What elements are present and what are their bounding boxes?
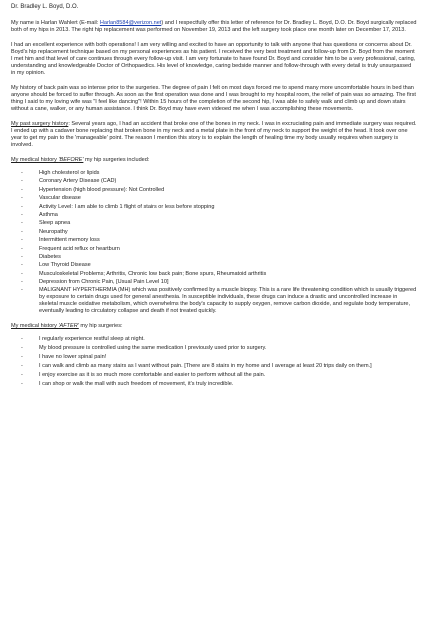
experience-paragraph: I had an excellent experience with both operations! I am very willing and excited to have an opportunity to talk with anyone that has questions or concerns about Dr. Boyd's hip replacement technique based on my personal experiences as his patient. I received the very best treatment and follow-up from Dr. Boyd from the moment I met him and that level of care continues through every follow-up visit. I am very fortunate to have found Dr. Boyd and consider him to be a very professional, caring, understanding and knowledgeable Doctor of Orthopaedics. His level of knowledge, caring bedside manner and follow-through with every detail is truly unsurpassed in my opinion.	[11, 42, 416, 76]
list-item: - Activity Level: I am able to climb 1 flight of stairs or less before stopping	[11, 204, 417, 211]
list-item: - High cholesterol or lipids	[11, 170, 417, 177]
after-title-prefix: My medical history	[11, 323, 59, 330]
after-title-emphasis: 'AFTER'	[58, 323, 79, 330]
list-item: - I have no lower spinal pain!	[11, 354, 417, 361]
list-item: - Sleep apnea	[11, 220, 417, 227]
list-item: - Musculoskeletal Problems; Arthritis, Chronic low back pain; Bone spurs, Rheumatoid arthritis	[11, 271, 417, 278]
past-surgery-text: : Several years ago, I had an accident that broke one of the bones in my neck. I was in excruciating pain and immediate surgery was required. I ended up with a cadaver bone replacing that broken bone in my neck and a metal plate in the front of my neck to support the weight of the head. It took over one year to get my pain to the 'manageable' point. The reason I mention this story is to explain the length of healing time my body usually requires when surgery is involved.	[11, 121, 417, 148]
intro-paragraph	[11, 20, 417, 34]
letter-heading: Dr. Bradley L. Boyd, D.O.	[11, 4, 79, 10]
email-link[interactable]: Harlan8584@verizon.net	[99, 20, 162, 26]
intro-text-end: ) and I respectfully offer this letter of reference for Dr. Bradley L. Boyd, D.O. Dr. Boyd surgically replaced both of my hips in 2013. The right hip replacement was performed on November 19, 2013 and the left surgery took place one month later on December 17, 2013.	[11, 20, 417, 33]
list-item: - My blood pressure is controlled using the same medication I previously used prior to surgery.	[11, 345, 417, 352]
before-title-suffix: my hip surgeries included:	[83, 157, 150, 163]
list-item: - Intermittent memory loss	[11, 237, 417, 244]
list-item: - Depression from Chronic Pain, [Usual Pain Level 10]	[11, 279, 417, 286]
list-item: - I regularly experience restful sleep at night.	[11, 336, 417, 343]
past-surgery-label: My past surgery history	[11, 121, 69, 127]
list-item: - Diabetes	[11, 254, 417, 261]
intro-text-start: My name is Harlan Wahlert (E-mail:	[11, 20, 100, 26]
list-item: - I enjoy exercise as it is so much more comfortable and easier to perform without all the pain.	[11, 372, 417, 379]
after-title-suffix: my hip surgeries:	[78, 323, 123, 330]
list-item: - I can walk and climb as many stairs as I want without pain. [There are 8 stairs in my home and I average at least 20 trips daily on them.]	[11, 363, 417, 370]
after-list-title	[11, 323, 417, 330]
back-pain-paragraph: My history of back pain was so intense prior to the surgeries. The degree of pain I felt on most days forced me to spend many more uncomfortable hours in bed than anyone should be forced to suffer through. As soon as the first operation was done and I was brought to my hospital room, the relief of pain was so amazing. The first thing I said to my loving wife was "I feel like dancing"! Within 15 hours of the completion of the second hip, I was able to safely walk and climb up and down stairs without a cane, walker, or any human assistance. I think Dr. Boyd may have even videoed me when I was accomplishing these movements.	[11, 85, 416, 112]
list-item: - Low Thyroid Disease	[11, 262, 417, 269]
after-history-list	[11, 336, 417, 388]
list-item: - Coronary Artery Disease (CAD)	[11, 178, 417, 185]
list-item: - Vascular disease	[11, 195, 417, 202]
past-surgery-paragraph	[11, 121, 417, 149]
list-item: - Frequent acid reflux or heartburn	[11, 246, 417, 253]
before-list-title	[11, 157, 417, 164]
list-item: - Asthma	[11, 212, 417, 219]
list-item: - I can shop or walk the mall with such freedom of movement, it's truly incredible.	[11, 381, 417, 388]
before-title-emphasis: 'BEFORE'	[58, 157, 84, 163]
before-title-prefix: My medical history	[11, 157, 59, 163]
before-history-list	[11, 170, 417, 315]
list-item: - Hypertension (high blood pressure): Not Controlled	[11, 187, 417, 194]
list-item: - MALIGNANT HYPERTHERMIA (MH) which was positively confirmed by a muscle biopsy. This is a rare life threatening condition which is usually triggered by exposure to certain drugs used for general anesthesia. In susceptible individuals, these drugs can induce a drastic and uncontrolled increase in skeletal muscle oxidative metabolism, which overwhelms the body's capacity to supply oxygen, remove carbon dioxide, and regulate body temperature, eventually leading to circulatory collapse and death if not treated quickly.	[11, 287, 417, 315]
list-item: - Neuropathy	[11, 229, 417, 236]
